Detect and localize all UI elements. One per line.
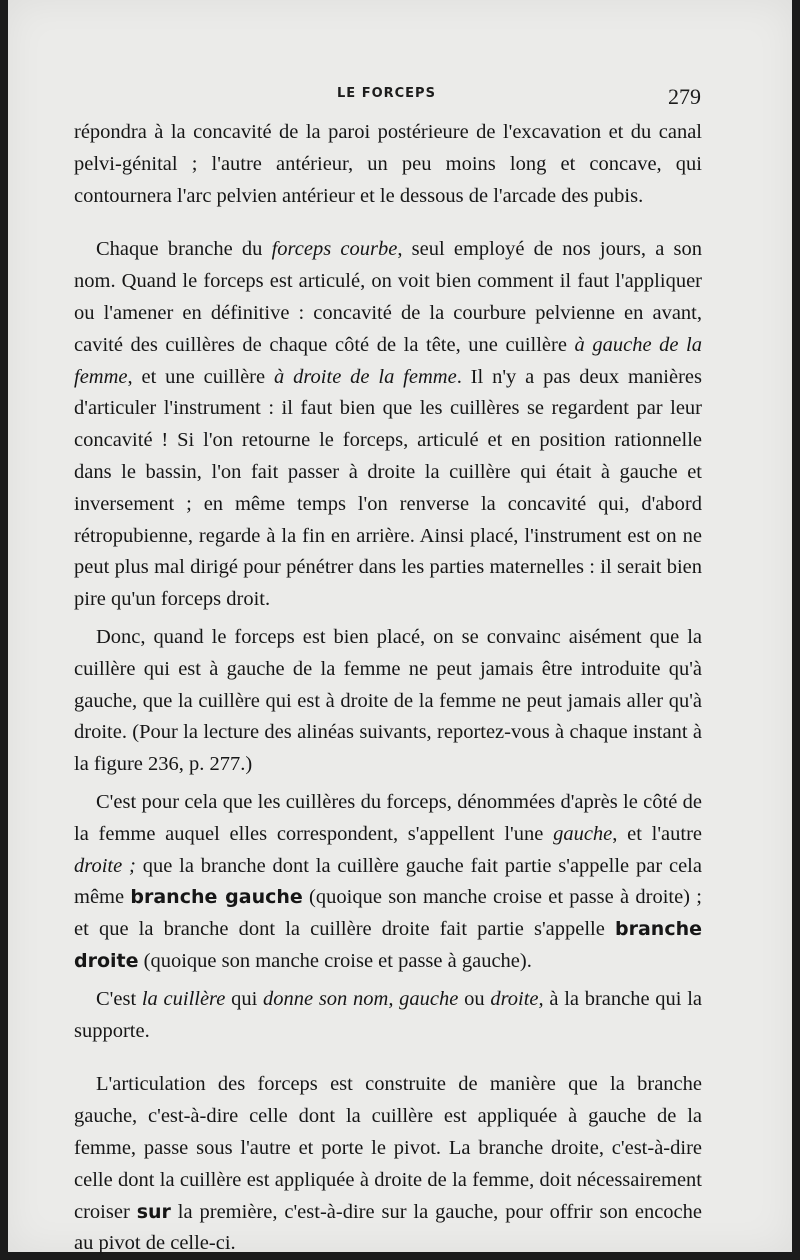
italic-run: gauche (553, 822, 613, 845)
italic-run: à gauche de la femme (74, 333, 702, 388)
running-title: LE FORCEPS (337, 86, 436, 101)
text-run: C'est pour cela que les cuillères du forceps, dénommées d'après le côté de la femme auquel elles correspondent, s'appellent l'une (74, 790, 702, 845)
paragraph-2 (74, 234, 702, 616)
text-body (74, 117, 702, 1260)
paragraph-1: répondra à la concavité de la paroi postérieure de l'excavation et du canal pelvi-génital ; l'autre antérieur, un peu moins long et concave, qui contournera l'arc pelvien antérieur et le dessous de l'arcade des pubis. (74, 121, 702, 207)
text-run: qui (225, 987, 264, 1010)
book-page (8, 0, 792, 1255)
paragraph-3: Donc, quand le forceps est bien placé, on se convainc aisément que la cuillère qui est à gauche de la femme ne peut jamais être introduite qu'à gauche, que la cuillère qui est à droite de la femme ne peut jamais aller qu'à droite. (Pour la lecture des alinéas suivants, reportez-vous à chaque instant à la figure 236, p. 277.) (74, 625, 702, 776)
bold-term: sur (136, 1200, 171, 1223)
paragraph-4 (74, 787, 702, 978)
text-run: , seul employé de nos jours, a son nom. Quand le forceps est articulé, on voit bien comment il faut l'appliquer ou l'amener en définitive : concavité de la courbure pelvienne en avant, cavité des cuillères de chaque côté de la tête, une cuillère (74, 238, 703, 356)
text-run: ou (458, 987, 491, 1010)
text-run: la première, c'est-à-dire sur la gauche, pour offrir son encoche au pivot de celle-ci. (74, 1200, 702, 1255)
text-run: à la branche qui la supporte. (74, 987, 702, 1042)
text-run: C'est (96, 987, 142, 1010)
italic-run: la cuillère (141, 987, 226, 1010)
italic-run: forceps courbe (271, 238, 398, 261)
text-run: (quoique son manche croise et passe à gauche). (138, 949, 532, 972)
text-run: . Il n'y a pas deux manières d'articuler l'instrument : il faut bien que les cuillères se regardent par leur concavité ! Si l'on retourne le forceps, articulé et en position rationnelle dans le bassin, l'on fait passer à droite la cuillère qui était à gauche et inversement ; en même temps l'on renverse la concavité qui, d'abord rétropubienne, regarde à la fin en arrière. Ainsi placé, l'instrument est on ne peut plus mal dirigé pour pénétrer dans les parties maternelles : il serait bien pire qu'un forceps droit. (74, 365, 702, 611)
running-head (8, 82, 792, 112)
text-run: , et une cuillère (127, 365, 274, 388)
text-run: L'articulation des forceps est construite de manière que la branche gauche, c'est-à-dire celle dont la cuillère est appliquée à gauche de la femme, passe sous l'autre et porte le pivot. La branche droite, c'est-à-dire celle dont la cuillère est appliquée à droite de la femme, doit nécessairement croiser (74, 1073, 702, 1223)
paragraph-6 (74, 1069, 702, 1260)
bold-term: branche droite (74, 918, 702, 972)
text-run: (quoique son manche croise et passe à droite) ; et que la branche dont la cuillère droite fait partie s'appelle (74, 886, 702, 941)
italic-run: droite ; (74, 854, 136, 877)
page-number: 279 (668, 84, 701, 109)
italic-run: droite, (490, 987, 544, 1010)
italic-run: donne son nom, gauche (263, 987, 459, 1010)
paragraph-5 (74, 984, 702, 1048)
italic-run: à droite de la femme (273, 365, 457, 388)
text-run: , et l'autre (612, 822, 702, 845)
bold-term: branche gauche (130, 886, 303, 909)
text-run: Chaque branche du (96, 238, 272, 261)
text-run: que la branche dont la cuillère gauche fait partie s'appelle par cela même (74, 854, 702, 909)
